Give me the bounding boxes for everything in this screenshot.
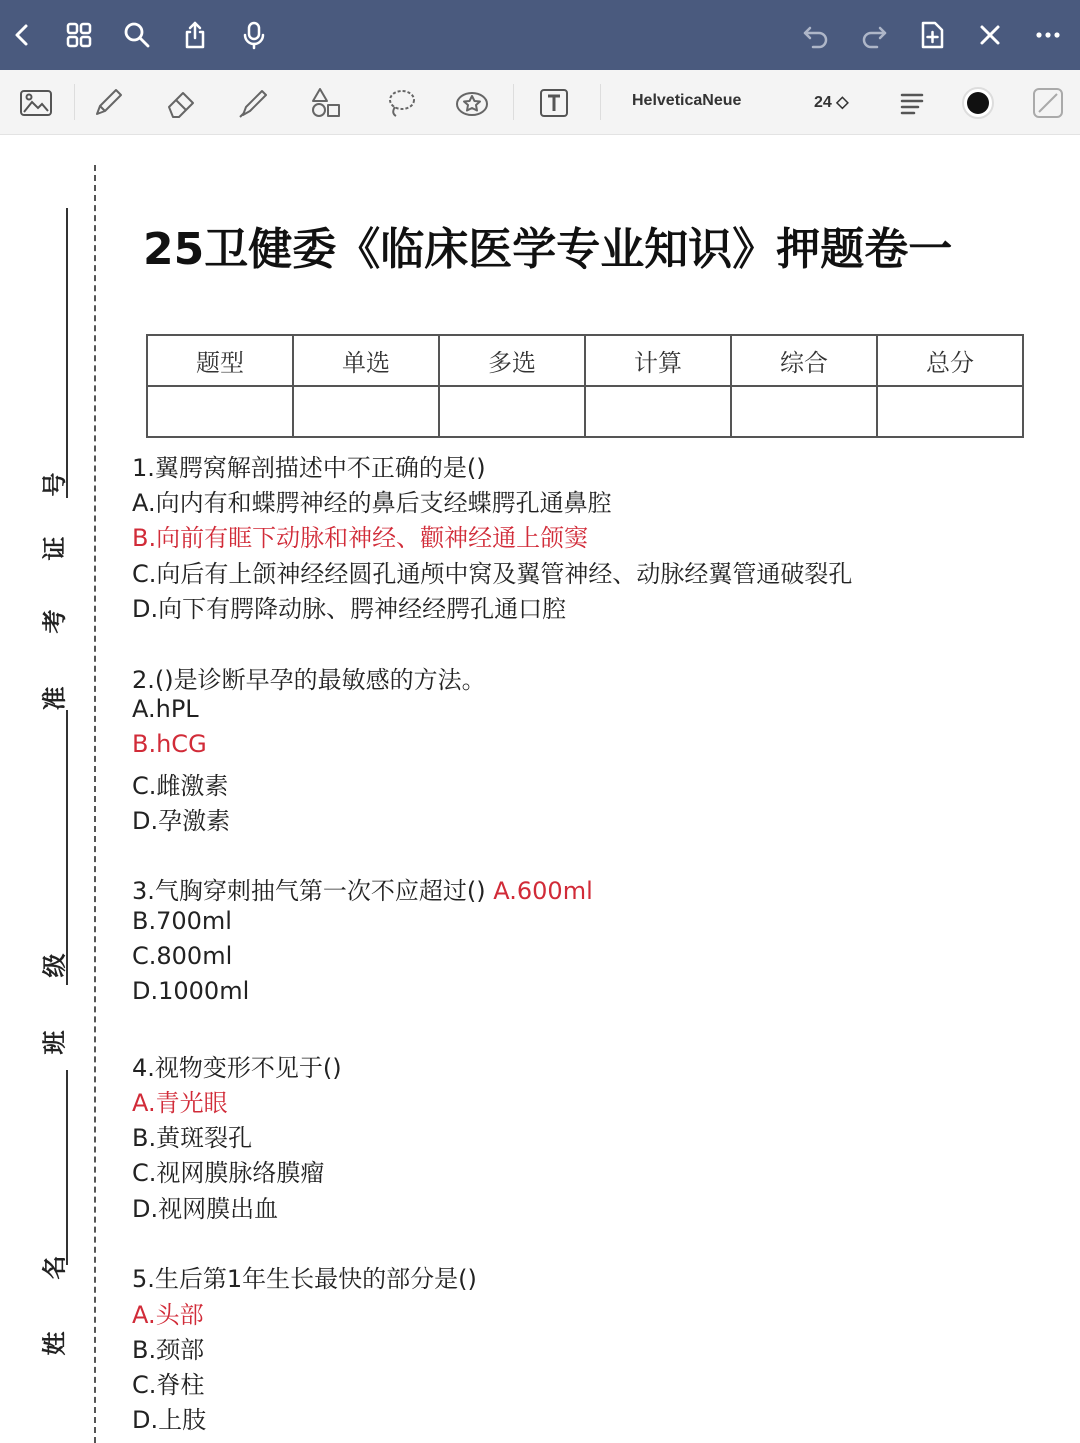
question-5-option-a-answer: A.头部: [132, 1301, 204, 1329]
score-table-header-row: [147, 335, 1023, 386]
margin-label-char: 级: [39, 953, 69, 978]
font-name-selector[interactable]: HelveticaNeue: [632, 92, 742, 109]
sticker-tool-icon[interactable]: [451, 82, 493, 124]
class-line: [66, 710, 68, 985]
top-nav-bar: [0, 0, 1080, 70]
question-3-stem-text: 3.气胸穿刺抽气第一次不应超过(): [132, 877, 494, 905]
margin-label-char: 考: [39, 609, 69, 634]
document-title: 25卫健委《临床医学专业知识》押题卷一: [143, 224, 953, 275]
lasso-tool-icon[interactable]: [380, 82, 422, 124]
font-size-value: 24: [814, 94, 832, 111]
drawing-toolbar: [0, 70, 1080, 135]
score-table-header-cell: 综合: [731, 335, 877, 386]
toolbar-divider: [513, 84, 514, 120]
microphone-icon[interactable]: [236, 17, 272, 53]
score-table-header-cell: 总分: [877, 335, 1023, 386]
background-color-icon[interactable]: [1027, 82, 1069, 124]
question-4-option-d: D.视网膜出血: [132, 1195, 279, 1223]
close-icon[interactable]: [972, 17, 1008, 53]
shapes-tool-icon[interactable]: [305, 82, 347, 124]
question-3-option-b: B.700ml: [132, 907, 232, 935]
toolbar-divider: [74, 84, 75, 120]
question-3-stem: [132, 871, 593, 906]
margin-label-char: 证: [39, 536, 69, 561]
question-2-option-b-answer: B.hCG: [132, 730, 207, 758]
question-2-option-a: A.hPL: [132, 695, 199, 723]
name-line: [66, 1070, 68, 1265]
score-table-header-cell: 计算: [585, 335, 731, 386]
font-size-selector[interactable]: 24 ◇: [814, 94, 849, 111]
score-table-header-cell: 题型: [147, 335, 293, 386]
score-table-cell: [439, 386, 585, 437]
redo-icon[interactable]: [856, 17, 892, 53]
question-4-option-b: B.黄斑裂孔: [132, 1124, 253, 1152]
question-3-option-d: D.1000ml: [132, 977, 250, 1005]
margin-label-char: 名: [39, 1255, 69, 1280]
question-1-option-d: D.向下有腭降动脉、腭神经经腭孔通口腔: [132, 595, 567, 623]
score-table-value-row: [147, 386, 1023, 437]
question-1-option-a: A.向内有和蝶腭神经的鼻后支经蝶腭孔通鼻腔: [132, 489, 612, 517]
add-page-icon[interactable]: [914, 17, 950, 53]
score-table-cell: [731, 386, 877, 437]
question-2-stem: 2.()是诊断早孕的最敏感的方法。: [132, 666, 486, 694]
score-table-cell: [147, 386, 293, 437]
text-color-picker[interactable]: [957, 82, 999, 124]
image-tool-icon[interactable]: [15, 82, 57, 124]
score-table-header-cell: 单选: [293, 335, 439, 386]
question-1-option-b-answer: B.向前有眶下动脉和神经、颧神经通上颌窦: [132, 524, 589, 552]
text-tool-icon[interactable]: [533, 82, 575, 124]
question-4-option-c: C.视网膜脉络膜瘤: [132, 1159, 325, 1187]
eraser-tool-icon[interactable]: [160, 82, 202, 124]
question-5-option-c: C.脊柱: [132, 1371, 205, 1399]
question-2-option-d: D.孕激素: [132, 807, 231, 835]
margin-label-char: 号: [39, 472, 69, 497]
question-3-option-c: C.800ml: [132, 942, 233, 970]
highlighter-tool-icon[interactable]: [232, 82, 274, 124]
question-5-option-d: D.上肢: [132, 1406, 207, 1434]
share-icon[interactable]: [177, 17, 213, 53]
score-table-cell: [293, 386, 439, 437]
score-table-cell: [877, 386, 1023, 437]
back-chevron-icon[interactable]: [4, 17, 40, 53]
question-3-option-a-answer: A.600ml: [493, 877, 593, 905]
question-5-option-b: B.颈部: [132, 1336, 205, 1364]
exam-number-line: [66, 208, 68, 498]
grid-view-icon[interactable]: [61, 17, 97, 53]
question-1-option-c: C.向后有上颌神经经圆孔通颅中窝及翼管神经、动脉经翼管通破裂孔: [132, 560, 853, 588]
question-4-stem: 4.视物变形不见于(): [132, 1054, 342, 1082]
margin-label-char: 姓: [39, 1331, 69, 1356]
binding-dashed-line: [94, 165, 96, 1443]
score-table: [146, 334, 1024, 438]
pen-tool-icon[interactable]: [87, 82, 129, 124]
undo-icon[interactable]: [798, 17, 834, 53]
question-2-option-c: C.雌激素: [132, 772, 229, 800]
toolbar-divider: [600, 84, 601, 120]
margin-label-char: 准: [39, 686, 69, 711]
question-4-option-a-answer: A.青光眼: [132, 1089, 228, 1117]
score-table-header-cell: 多选: [439, 335, 585, 386]
text-align-icon[interactable]: [891, 82, 933, 124]
margin-label-char: 班: [39, 1030, 69, 1055]
search-icon[interactable]: [119, 17, 155, 53]
score-table-cell: [585, 386, 731, 437]
question-5-stem: 5.生后第1年生长最快的部分是(): [132, 1265, 477, 1293]
more-options-icon[interactable]: [1030, 17, 1066, 53]
question-1-stem: 1.翼腭窝解剖描述中不正确的是(): [132, 454, 486, 482]
